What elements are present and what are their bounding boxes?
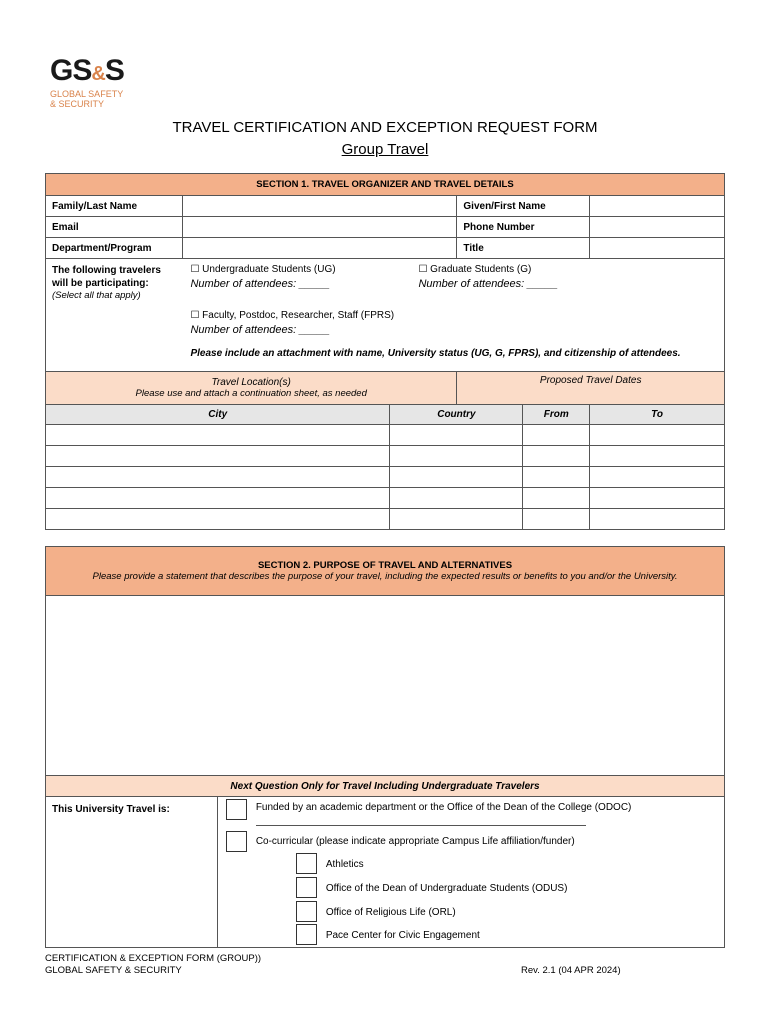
fprs-attendees[interactable]: Number of attendees: _____ <box>190 324 330 336</box>
athletics-checkbox[interactable] <box>296 853 317 874</box>
col-country: Country <box>390 405 523 425</box>
location-header: Travel Location(s) <box>211 377 291 388</box>
footer-rev: Rev. 2.1 (04 APR 2024) <box>521 965 621 976</box>
family-name-field[interactable] <box>182 196 456 217</box>
location-row <box>46 446 725 467</box>
location-header-cell <box>46 372 457 405</box>
section2-instruction: Please provide a statement that describes the purpose of your travel, including the expected results or benefits to you and/or the University. <box>92 571 678 582</box>
section2-header-cell <box>46 547 725 596</box>
univ-travel-label: This University Travel is: <box>46 797 218 948</box>
family-name-label: Family/Last Name <box>46 196 183 217</box>
form-subtitle: Group Travel <box>341 141 429 158</box>
cocurricular-checkbox[interactable] <box>226 831 247 852</box>
section1-table <box>45 173 725 530</box>
travelers-cell <box>46 259 183 372</box>
from-field[interactable] <box>523 488 590 509</box>
location-row <box>46 509 725 530</box>
pace-label: Pace Center for Civic Engagement <box>325 930 480 941</box>
funded-checkbox[interactable] <box>226 799 247 820</box>
from-field[interactable] <box>523 509 590 530</box>
to-field[interactable] <box>590 467 725 488</box>
logo-ampersand: & <box>91 63 105 85</box>
cocurricular-label: Co-curricular (please indicate appropriate Campus Life affiliation/funder) <box>255 836 575 847</box>
location-hint: Please use and attach a continuation sheet, as needed <box>135 388 367 399</box>
email-field[interactable] <box>182 217 456 238</box>
title-label: Title <box>457 238 590 259</box>
odus-checkbox[interactable] <box>296 877 317 898</box>
footer-line1: CERTIFICATION & EXCEPTION FORM (GROUP)) <box>45 953 262 964</box>
dates-header: Proposed Travel Dates <box>457 372 725 405</box>
purpose-statement-field[interactable] <box>46 596 725 776</box>
logo <box>50 56 124 109</box>
footer-line2: GLOBAL SAFETY & SECURITY <box>45 965 182 976</box>
department-field[interactable] <box>182 238 456 259</box>
country-field[interactable] <box>390 467 523 488</box>
location-row <box>46 488 725 509</box>
department-label: Department/Program <box>46 238 183 259</box>
city-field[interactable] <box>46 509 390 530</box>
city-field[interactable] <box>46 488 390 509</box>
logo-line1: GLOBAL SAFETY <box>50 89 124 99</box>
funded-label: Funded by an academic department or the Office of the Dean of the College (ODOC) <box>255 802 632 813</box>
orl-label: Office of Religious Life (ORL) <box>325 907 456 918</box>
logo-line2: & SECURITY <box>50 99 105 109</box>
city-field[interactable] <box>46 425 390 446</box>
from-field[interactable] <box>523 467 590 488</box>
travelers-options <box>182 259 724 372</box>
travelers-hint: (Select all that apply) <box>52 290 141 301</box>
orl-checkbox[interactable] <box>296 901 317 922</box>
phone-label: Phone Number <box>457 217 590 238</box>
odus-label: Office of the Dean of Undergraduate Students (ODUS) <box>325 883 568 894</box>
col-to: To <box>590 405 725 425</box>
given-name-label: Given/First Name <box>457 196 590 217</box>
travelers-label: The following travelers will be participating: <box>52 265 161 289</box>
logo-text-gs: GS <box>50 54 92 87</box>
title-field[interactable] <box>590 238 725 259</box>
email-label: Email <box>46 217 183 238</box>
from-field[interactable] <box>523 446 590 467</box>
country-field[interactable] <box>390 446 523 467</box>
country-field[interactable] <box>390 425 523 446</box>
location-row <box>46 467 725 488</box>
ug-attendees[interactable]: Number of attendees: _____ <box>190 278 330 290</box>
section1-header: SECTION 1. TRAVEL ORGANIZER AND TRAVEL DETAILS <box>46 174 725 196</box>
ug-checkbox[interactable]: ☐ Undergraduate Students (UG) <box>190 264 336 275</box>
g-attendees[interactable]: Number of attendees: _____ <box>418 278 558 290</box>
attachment-note: Please include an attachment with name, University status (UG, G, FPRS), and citizenship of attendees. <box>190 348 681 359</box>
univ-travel-options <box>217 797 724 948</box>
athletics-label: Athletics <box>325 859 364 870</box>
form-title: TRAVEL CERTIFICATION AND EXCEPTION REQUEST FORM <box>172 119 598 136</box>
logo-text-s: S <box>104 54 124 87</box>
col-from: From <box>523 405 590 425</box>
section2-header: SECTION 2. PURPOSE OF TRAVEL AND ALTERNATIVES <box>257 560 513 571</box>
col-city: City <box>46 405 390 425</box>
pace-checkbox[interactable] <box>296 924 317 945</box>
next-question-note: Next Question Only for Travel Including Undergraduate Travelers <box>46 776 725 797</box>
fprs-checkbox[interactable]: ☐ Faculty, Postdoc, Researcher, Staff (FPRS) <box>190 310 395 321</box>
to-field[interactable] <box>590 446 725 467</box>
to-field[interactable] <box>590 425 725 446</box>
g-checkbox[interactable]: ☐ Graduate Students (G) <box>418 264 532 275</box>
country-field[interactable] <box>390 509 523 530</box>
country-field[interactable] <box>390 488 523 509</box>
to-field[interactable] <box>590 488 725 509</box>
given-name-field[interactable] <box>590 196 725 217</box>
to-field[interactable] <box>590 509 725 530</box>
location-row <box>46 425 725 446</box>
phone-field[interactable] <box>590 217 725 238</box>
section2-table <box>45 546 725 948</box>
from-field[interactable] <box>523 425 590 446</box>
city-field[interactable] <box>46 467 390 488</box>
funded-line[interactable] <box>256 825 586 826</box>
city-field[interactable] <box>46 446 390 467</box>
